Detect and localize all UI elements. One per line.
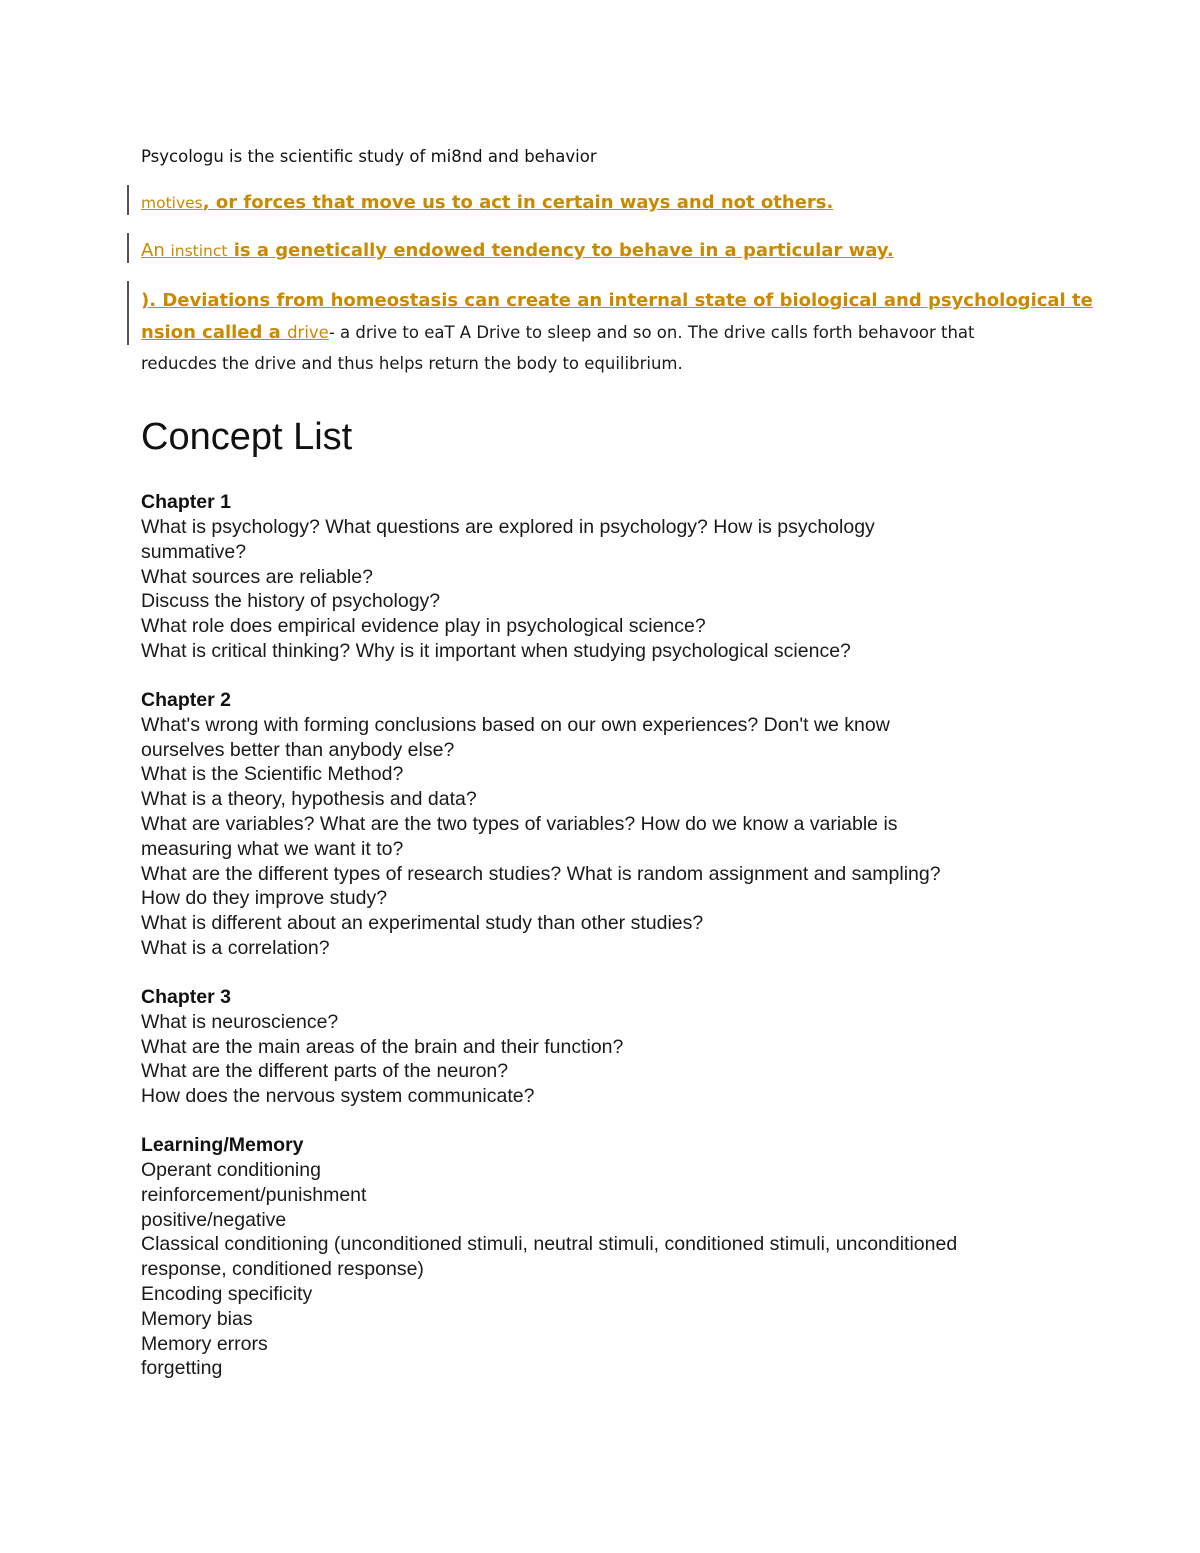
concept-item: What are the main areas of the brain and their function? (141, 1035, 624, 1058)
section-heading: Learning/Memory (141, 1133, 304, 1156)
concept-item: Memory bias (141, 1307, 253, 1330)
instinct-an: An (141, 240, 171, 261)
section-heading: Chapter 2 (141, 688, 231, 711)
concept-item: How do they improve study? (141, 887, 388, 910)
drive-paragraph (141, 285, 1093, 379)
concept-item: forgetting (141, 1357, 223, 1380)
section-heading: Chapter 3 (141, 985, 231, 1008)
concept-item: Encoding specificity (141, 1282, 313, 1305)
concept-item: What sources are reliable? (141, 565, 373, 588)
drive-line-1: ). Deviations from homeostasis can create an internal state of biological and psychological te (141, 290, 1093, 311)
concept-item: response, conditioned response) (141, 1258, 424, 1281)
change-bar (127, 281, 129, 345)
concept-item: What is a theory, hypothesis and data? (141, 788, 477, 811)
concept-section (141, 1133, 1081, 1381)
concept-item: positive/negative (141, 1208, 287, 1231)
concept-item: ourselves better than anybody else? (141, 738, 455, 761)
concept-item: What is the Scientific Method? (141, 763, 404, 786)
drive-line-3: reducdes the drive and thus helps return the body to equilibrium. (141, 354, 683, 373)
concept-section (141, 688, 1081, 961)
motives-term: motives (141, 194, 203, 212)
concept-item: Operant conditioning (141, 1158, 321, 1181)
drive-line-2-rest: - a drive to eaT A Drive to sleep and so on. The drive calls forth behavoor that (328, 323, 975, 342)
concept-item: What is a correlation? (141, 936, 330, 959)
concept-item: What's wrong with forming conclusions based on our own experiences? Don't we know (141, 713, 890, 736)
instinct-line (141, 237, 1081, 265)
concept-item: Classical conditioning (unconditioned stimuli, neutral stimuli, conditioned stimuli, unconditioned (141, 1233, 958, 1256)
concept-item: measuring what we want it to? (141, 837, 404, 860)
concept-section (141, 490, 1081, 664)
change-bar (127, 233, 129, 263)
concept-list (141, 412, 1081, 1405)
concept-section (141, 985, 1081, 1109)
concept-item: What is different about an experimental study than other studies? (141, 912, 704, 935)
concept-sections (141, 490, 1081, 1381)
concept-item: What is neuroscience? (141, 1010, 339, 1033)
intro-line: Psycologu is the scientific study of mi8nd and behavior (141, 147, 597, 166)
concept-item: reinforcement/punishment (141, 1183, 367, 1206)
drive-line-2-bold: nsion called a (141, 322, 288, 343)
drive-term: drive (287, 323, 329, 342)
section-heading: Chapter 1 (141, 491, 231, 513)
motives-line (141, 189, 1081, 217)
concept-item: What is critical thinking? Why is it important when studying psychological science? (141, 639, 851, 662)
concept-item: How does the nervous system communicate? (141, 1085, 535, 1108)
motives-definition: , or forces that move us to act in certain ways and not others. (202, 192, 834, 213)
concept-item: What role does empirical evidence play in psychological science? (141, 615, 706, 638)
concept-item: What are the different types of research studies? What is random assignment and sampling? (141, 862, 941, 885)
concept-item: What is psychology? What questions are explored in psychology? How is psychology (141, 516, 875, 538)
instinct-term: instinct (170, 242, 228, 260)
concept-item: Discuss the history of psychology? (141, 590, 441, 613)
concept-item: Memory errors (141, 1332, 268, 1355)
concept-item: What are variables? What are the two types of variables? How do we know a variable is (141, 812, 898, 835)
concept-item: summative? (141, 540, 247, 563)
concept-list-title: Concept List (141, 416, 353, 458)
change-bar (127, 185, 129, 215)
instinct-definition: is a genetically endowed tendency to behave in a particular way. (227, 240, 894, 261)
notes-block (141, 143, 1093, 379)
concept-item: What are the different parts of the neuron? (141, 1060, 509, 1083)
